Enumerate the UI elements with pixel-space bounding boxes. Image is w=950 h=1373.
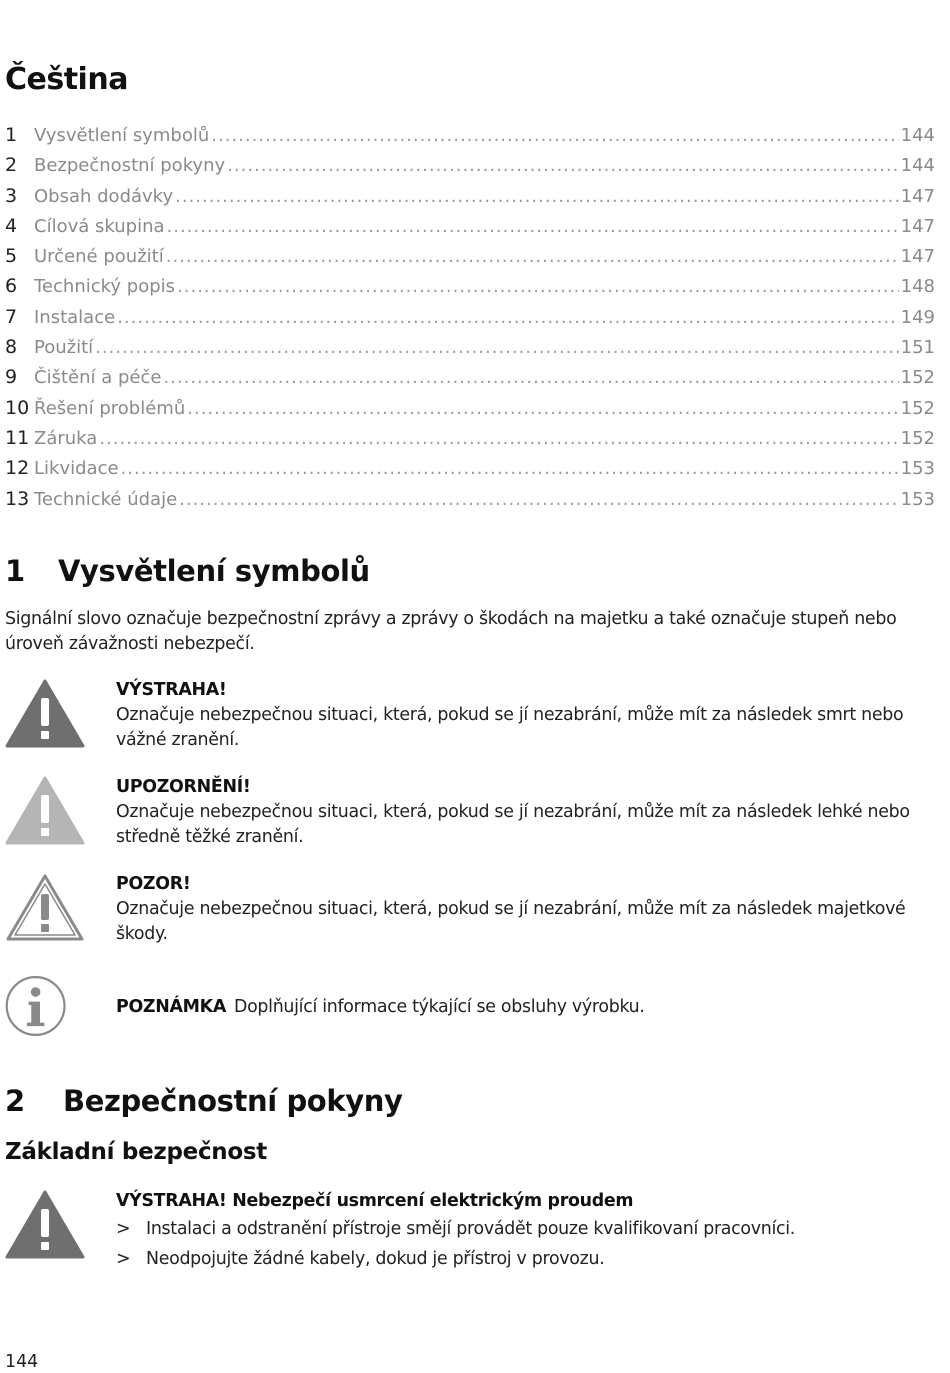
info-icon: [5, 971, 75, 1041]
toc-number: 8: [5, 336, 18, 359]
toc-number: 2: [5, 154, 18, 177]
section-title: Bezpečnostní pokyny: [63, 1084, 403, 1118]
toc-number: 6: [5, 275, 18, 298]
toc-row[interactable]: [5, 362, 935, 392]
toc-leader-dots: [121, 454, 899, 483]
toc-label: Záruka: [34, 427, 98, 449]
signal-word: POZNÁMKA: [116, 997, 226, 1017]
section-heading: [5, 554, 370, 588]
subsection-heading: Základní bezpečnost: [5, 1139, 267, 1165]
toc-label: Cílová skupina: [34, 215, 165, 237]
toc-label: Vysvětlení symbolů: [34, 125, 210, 146]
toc-page: 144: [900, 125, 935, 146]
toc-label: Určené použití: [34, 246, 164, 268]
toc-leader-dots: [95, 333, 898, 362]
toc-leader-dots: [163, 363, 898, 392]
page-title: Čeština: [5, 62, 128, 97]
toc-label: Použití: [34, 337, 94, 359]
list-item-text: Instalaci a odstranění přístroje smějí provádět pouze kvalifikovaní pracovníci.: [146, 1219, 796, 1239]
warning-triangle-icon: [5, 1189, 85, 1259]
toc-page: 147: [900, 246, 935, 268]
toc-number: 7: [5, 305, 18, 328]
signal-word: UPOZORNĚNÍ!: [116, 777, 251, 797]
toc-label: Instalace: [34, 306, 116, 328]
toc-leader-dots: [227, 151, 898, 180]
toc-row[interactable]: [5, 302, 935, 332]
toc-row[interactable]: [5, 332, 935, 362]
signal-word: POZOR!: [116, 874, 191, 894]
toc-leader-dots: [175, 182, 899, 211]
intro-paragraph: Signální slovo označuje bezpečnostní zprávy a zprávy o škodách na majetku a také označuje stupeň nebo úroveň závažnosti nebezpečí.: [5, 609, 897, 654]
page-number: 144: [5, 1352, 39, 1372]
toc-leader-dots: [117, 303, 898, 332]
toc-row[interactable]: [5, 120, 935, 150]
toc-leader-dots: [99, 424, 898, 453]
toc-page: 149: [900, 306, 935, 328]
toc-label: Čištění a péče: [34, 367, 162, 389]
list-item: [116, 1244, 950, 1274]
section-heading: [5, 1084, 402, 1118]
bullet-arrow-icon: >: [116, 1219, 131, 1239]
toc-row[interactable]: [5, 241, 935, 271]
toc-leader-dots: [177, 272, 899, 301]
toc-page: 151: [900, 337, 935, 359]
toc-page: 153: [900, 488, 935, 510]
notice-text: Označuje nebezpečnou situaci, která, pokud se jí nezabrání, může mít za následek majetkové škody.: [116, 899, 906, 944]
list-item: [116, 1214, 950, 1244]
toc-number: 3: [5, 184, 18, 207]
toc-row[interactable]: [5, 181, 935, 211]
toc-row[interactable]: [5, 211, 935, 241]
toc-label: Technické údaje: [34, 488, 178, 510]
toc-label: Řešení problémů: [34, 397, 186, 419]
toc-page: 152: [900, 427, 935, 449]
toc-row[interactable]: [5, 150, 935, 180]
notice-triangle-icon: [5, 872, 85, 942]
signal-word: VÝSTRAHA!: [116, 680, 227, 700]
toc-label: Technický popis: [34, 276, 176, 298]
toc-label: Obsah dodávky: [34, 185, 174, 207]
notice-text: Označuje nebezpečnou situaci, která, pokud se jí nezabrání, může mít za následek lehké nebo středně těžké zranění.: [116, 802, 910, 847]
toc-row[interactable]: [5, 484, 935, 514]
toc-page: 144: [900, 155, 935, 177]
toc-leader-dots: [187, 394, 898, 423]
toc-page: 147: [900, 215, 935, 237]
toc-leader-dots: [179, 485, 899, 514]
toc-number: 9: [5, 366, 18, 389]
toc-label: Bezpečnostní pokyny: [34, 155, 226, 177]
toc-number: 4: [5, 214, 18, 237]
bullet-arrow-icon: >: [116, 1249, 131, 1269]
toc-page: 153: [900, 458, 935, 480]
notice-text: Označuje nebezpečnou situaci, která, pokud se jí nezabrání, může mít za následek smrt nebo vážné zranění.: [116, 705, 904, 750]
toc-leader-dots: [167, 212, 899, 241]
toc-number: 12: [5, 457, 30, 480]
section-title: Vysvětlení symbolů: [58, 554, 370, 588]
toc-leader-dots: [166, 242, 899, 271]
notice-text: Doplňující informace týkající se obsluhy výrobku.: [234, 997, 645, 1017]
toc-row[interactable]: [5, 393, 935, 423]
toc-label: Likvidace: [34, 458, 119, 480]
toc-number: 5: [5, 245, 18, 268]
section-number: 2: [5, 1084, 25, 1118]
toc-number: 13: [5, 487, 30, 510]
warning-triangle-icon: [5, 678, 85, 748]
toc-row[interactable]: [5, 271, 935, 301]
toc-page: 152: [900, 397, 935, 419]
toc-page: 147: [900, 185, 935, 207]
toc-row[interactable]: [5, 453, 935, 483]
toc-number: 10: [5, 396, 30, 419]
table-of-contents: [5, 120, 935, 514]
toc-number: 11: [5, 426, 30, 449]
toc-page: 152: [900, 367, 935, 389]
toc-number: 1: [5, 124, 18, 146]
list-item-text: Neodpojujte žádné kabely, dokud je přístroj v provozu.: [146, 1249, 605, 1269]
toc-page: 148: [900, 276, 935, 298]
instruction-list: [116, 1214, 950, 1274]
caution-triangle-icon: [5, 775, 85, 845]
section-number: 1: [5, 554, 25, 588]
toc-leader-dots: [211, 121, 898, 150]
signal-word: VÝSTRAHA! Nebezpečí usmrcení elektrickým proudem: [116, 1191, 634, 1211]
toc-row[interactable]: [5, 423, 935, 453]
